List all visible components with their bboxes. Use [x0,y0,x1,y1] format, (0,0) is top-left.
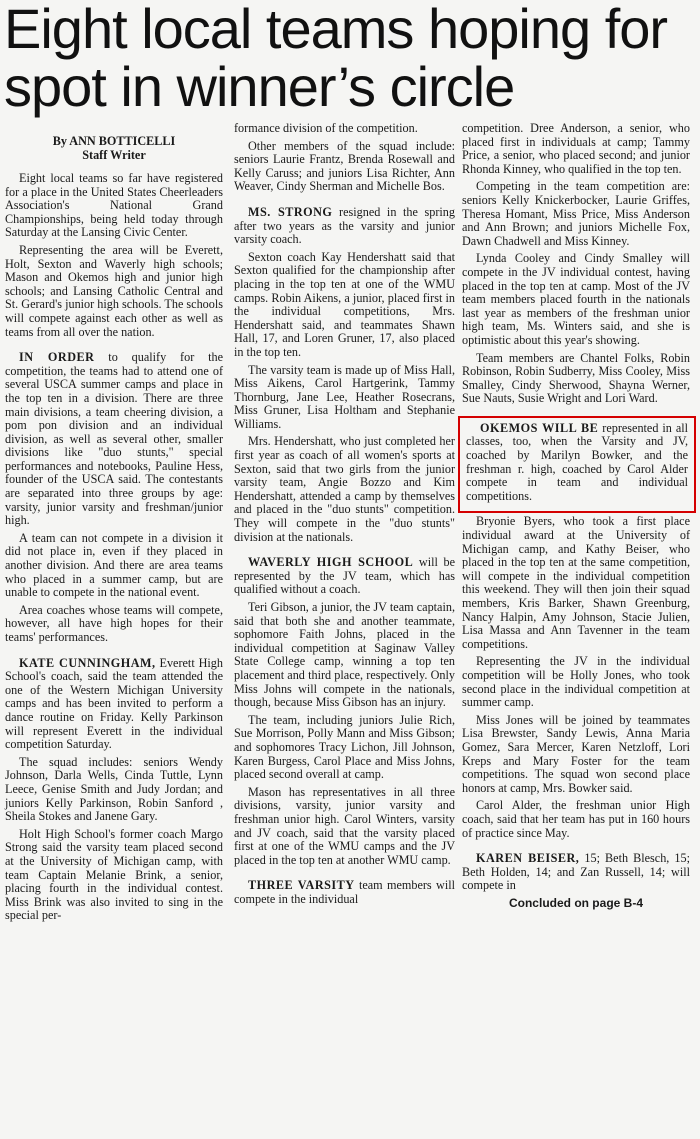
paragraph-text: 15; Beth Blesch, 15; Beth Holden, 14; and Zan Russell, 14; will compete in [462,851,690,893]
paragraph-lead: KATE CUNNINGHAM, [19,655,156,670]
paragraph-text: Mrs. Hendershatt, who just completed her first year as coach of all women's sports at Sexton, said that two girls from the junior varsity team, Angie Bozzo and Kim Hendershatt, attended a camp by themselves and placed in the "duo stunts" competition. They will compete in the "duo stunts" division at the nationals. [234,434,455,544]
paragraph-text: A team can not compete in a division it did not place in, even if they placed in another division. And there are area teams who placed in a summer camp, but are unable to compete in the national event. [5,530,223,600]
paragraph [462,252,690,347]
paragraph [462,122,690,176]
paragraph-text: Representing the JV in the individual competition will be Holly Jones, who took second place in the individual competition at summer camp. [462,654,690,710]
paragraph-text: Representing the area will be Everett, Holt, Sexton and Waverly high schools; Mason and Okemos high and junior high schools; and Lansing Catholic Central and St. Gerard's junior high schools. The schools will compete against each other as well as teams from all over the nation. [5,242,223,339]
paragraph [5,657,223,752]
paragraph-text: Area coaches whose teams will compete, however, all have high hopes for their teams' performances. [5,602,223,644]
paragraph [5,351,223,528]
paragraph [5,756,223,824]
paragraph-lead: MS. STRONG [248,204,333,219]
column-2-body [234,122,455,906]
paragraph-text: Team members are Chantel Folks, Robin Robinson, Robin Sudberry, Miss Cooley, Miss Smalley, Cindy Sherwood, Shayna Werner, Sue Nauts, Susie Wright and Lori Ward. [462,350,690,406]
paragraph-text: Sexton coach Kay Hendershatt said that Sexton qualified for the championship after placing in the top ten at one of the WMU camps. Robin Aikens, a junior, placed first in the individual competitions, Mrs. Hendershatt said, and teammates Shawn Hall, 17, and Loren Gruner, 17, also placed in the top ten. [234,249,455,359]
paragraph [462,852,690,893]
paragraph [234,206,455,247]
paragraph-text: to qualify for the competition, the teams had to attend one of several USCA summer camps and place in the top ten in a division. There are three main divisions, a team cheering division, a pom pon division and an individual division, as well as several other, smaller divisions like "duo stunts," special performances and notebooks, Pauline Hess, founder of the USCA said. The contestants are separated into three groups by age: varsity, junior varsity and freshman/junior high. [5,350,224,528]
paragraph [5,604,223,645]
paragraph-text: Mason has representatives in all three divisions, varsity, junior varsity and freshman unior high. Carol Winters, varsity and JV coach, said that the varsity placed first at one of the WMU camps and the JV placed in the top ten at another WMU camp. [234,784,455,867]
paragraph-lead: OKEMOS WILL BE [480,420,599,435]
paragraph-text: Carol Alder, the freshman unior High coach, said that her team has put in 160 hours of practice since May. [462,798,690,840]
paragraph [234,364,455,432]
column-3-body-bottom [462,515,690,892]
paragraph [5,172,223,240]
paragraph-text: Lynda Cooley and Cindy Smalley will compete in the JV individual contest, having placed in the top ten at camp. Most of the JV team members placed fourth in the nationals last year as members of the freshman unior high team, Ms. Winters said, and she is optimistic about this year's showing. [462,251,690,347]
paragraph [462,352,690,406]
paragraph [462,515,690,651]
paragraph-text: will be represented by the JV team, which has qualified without a coach. [234,555,456,597]
paragraph [462,180,690,248]
paragraph-text: competition. Dree Anderson, a senior, who placed first in individuals at camp; Tammy Price, a senior, who placed second; and junior Rhonda Kinney, who qualified in the top ten. [462,121,690,176]
paragraph-text: The squad includes: seniors Wendy Johnson, Darla Wells, Cinda Tuttle, Lynn Leece, Genise Smith and Judy Jordan; and juniors Kelly Parkinson, Robin Sanford , Sheila Stokes and Janene Gary. [5,754,223,824]
column-2 [234,122,455,910]
paragraph [5,828,223,923]
paragraph-text: formance division of the competition. [234,121,418,135]
paragraph [234,879,455,906]
paragraph-text: Competing in the team competition are: seniors Kelly Knickerbocker, Laurie Griffes, Theresa Homant, Miss Price, Miss Anderson and Ann Brown; and juniors Michelle Fox, Dawn Chadwell and Miss Kinney. [462,179,690,248]
paragraph-text: represented in all classes, too, when the Varsity and JV, coached by Marilyn Bowker, and the freshman r. high, coached by Carol Alder compete in team and individual competitions. [466,420,688,503]
paragraph-text: team members will compete in the individual [234,878,455,906]
byline-author: By ANN BOTTICELLI [52,134,176,148]
paragraph [234,601,455,710]
paragraph-lead: WAVERLY HIGH SCHOOL [248,555,414,570]
paragraph [234,435,455,544]
paragraph-lead: THREE VARSITY [248,878,355,893]
paragraph-text: Teri Gibson, a junior, the JV team captain, said that both she and another teammate, sophomore Faith Johns, placed in the individual competition at Saginaw Valley State College camp, winning a top ten placement and third place, respectively. Only Miss Johns will compete in the nationals, though, because Miss Gibson has an injury. [234,600,455,710]
paragraph [234,786,455,868]
paragraph-lead: IN ORDER [19,350,95,365]
paragraph [234,556,455,597]
paragraph [234,122,455,136]
column-3-body-top [462,122,690,406]
paragraph [5,244,223,339]
paragraph-text: The varsity team is made up of Miss Hall, Miss Aikens, Carol Hartgerink, Tammy Thornburg, Jane Lee, Heather Rosecrans, Miss Gruner, Lisa Holtham and Stephanie Williams. [234,362,455,431]
paragraph-text: Holt High School's former coach Margo Strong said the varsity team placed second at the University of Michigan camp, with team Captain Melanie Brink, a senior, placing fourth in the individual contest. Miss Brink was also invited to sing in the special per- [5,826,223,923]
paragraph [234,140,455,194]
paragraph-text: Miss Jones will be joined by teammates Lisa Brewster, Sandy Lewis, Anna Maria Gomez, Sara Mercer, Karen Netzloff, Lori Kreps and Mary Foster for the team competitions. The squad won second place honors at camp, Mrs. Bowker said. [462,712,690,795]
paragraph [234,251,455,360]
paragraph-lead: KAREN BEISER, [476,851,580,866]
paragraph [5,532,223,600]
byline-role: Staff Writer [82,148,146,162]
paragraph-text: Bryonie Byers, who took a first place individual award at the University of Michigan camp, and Kathy Beiser, who placed in the top ten at the same competition, will compete in the individual competition this weekend. They will then join their squad members, Kris Barker, Shawn Greenburg, Nancy Halpin, Amy Johnson, Stacie Julien, Lisa Massa and Ann Tavenner in the team competitions. [462,514,690,651]
column-1 [5,128,223,927]
highlighted-paragraph-box [458,416,696,514]
paragraph [462,714,690,796]
paragraph [462,655,690,709]
paragraph [462,799,690,840]
column-1-body [5,172,223,923]
headline: Eight local teams hoping for spot in winner’s circle [4,0,668,118]
paragraph-text: Other members of the squad include: seniors Laurie Frantz, Brenda Rosewall and Kelly Caruss; and juniors Lisa Richter, Ann Weaver, Cindy Sherman and Michelle Bos. [234,138,455,194]
paragraph-text: Everett High School's coach, said the team attended the one of the Western Michigan University camps and has been invited to perform a dance routine on Friday. Kelly Parkinson will represent Everett in the individual competition Saturday. [5,655,223,752]
paragraph-text: The team, including juniors Julie Rich, Sue Morrison, Polly Mann and Miss Gibson; and sophomores Tracy Lichon, Jill Johnson, Karen Burgess, Carol Place and Miss Johns, placed second overall at camp. [234,712,455,782]
column-3 [462,122,690,914]
paragraph [234,714,455,782]
paragraph-text: Eight local teams so far have registered for a place in the United States Cheerleaders Association's National Grand Championships, being held today through Saturday at the Lansing Civic Center. [5,171,223,240]
byline [5,134,223,162]
concluded-note: Concluded on page B-4 [508,895,643,910]
highlighted-paragraph [466,422,688,504]
paragraph-text: resigned in the spring after two years as the varsity and junior varsity coach. [234,204,455,247]
